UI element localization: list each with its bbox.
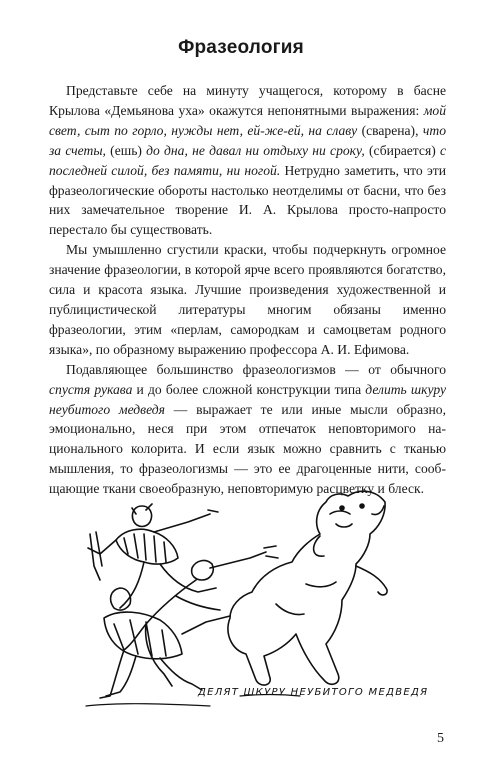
- italic-phrase: с последней силой, без памяти, ни ногой.: [49, 142, 446, 178]
- text-run: (ешь): [105, 142, 147, 158]
- text-run: Подавляющее большинство фразеологизмов — от обычного: [66, 361, 446, 377]
- bear-figure: [228, 491, 387, 685]
- italic-phrase: до дна, не давал ни отдыху ни сроку,: [146, 142, 365, 158]
- text-run: и до более сложной конструкции типа: [132, 381, 366, 397]
- body-text: [49, 81, 446, 499]
- illustration-men-and-bear: [80, 484, 410, 716]
- italic-phrase: мой свет, сыт по горло, нужды нет, ей-же-ей, на славу: [49, 102, 446, 138]
- page-title: Фразеология: [178, 37, 304, 58]
- text-run: — выражает те или иные мысли образно, эмоционально, неся при этом отпечаток неповторимого национального колорита. И если язык можно сравнить с тканью мышления, то фразеологизмы — это ее драгоценные нити, сообщающие ткани своеобразную, неповторимую расцветку и блеск.: [49, 401, 446, 497]
- page-number: 5: [437, 731, 444, 746]
- paragraph: [49, 240, 446, 359]
- illustration-caption: ДЕЛЯТ ШКУРУ НЕУБИТОГО МЕДВЕДЯ: [198, 687, 429, 698]
- italic-phrase: спустя рукава: [49, 381, 133, 397]
- paragraph: [49, 360, 446, 499]
- text-run: Представьте себе на минуту учащегося, которому в басне Крылова «Демьянова уха» окажутся непонятными выражения:: [49, 83, 446, 118]
- man-reaching-figure: [100, 546, 278, 698]
- paragraph: [49, 81, 446, 240]
- man-with-knife-figure: [88, 504, 218, 608]
- italic-phrase: что за счеты,: [49, 122, 446, 158]
- text-run: Мы умышленно сгустили краски, чтобы подчеркнуть огромное значение фразеологии, в которой ярче всего проявляются богатство, сила и красота языка. Лучшие произведения художественной и публицистической литературы многим обязаны именно фразеологии, этим «перлам, самородкам и самоцветам родного языка», по образному выражению профессора А. И. Ефимова.: [49, 242, 446, 357]
- italic-phrase: делить шкуру неубитого медведя: [49, 381, 447, 417]
- text-run: (сварена),: [357, 122, 423, 138]
- text-run: Нетрудно заметить, что эти фразеологические обороты настолько неотделимы от басни, что без них замечательное творение И. А. Крылова просто-напросто перестало бы существовать.: [49, 162, 446, 238]
- text-run: (сбирается): [364, 142, 440, 158]
